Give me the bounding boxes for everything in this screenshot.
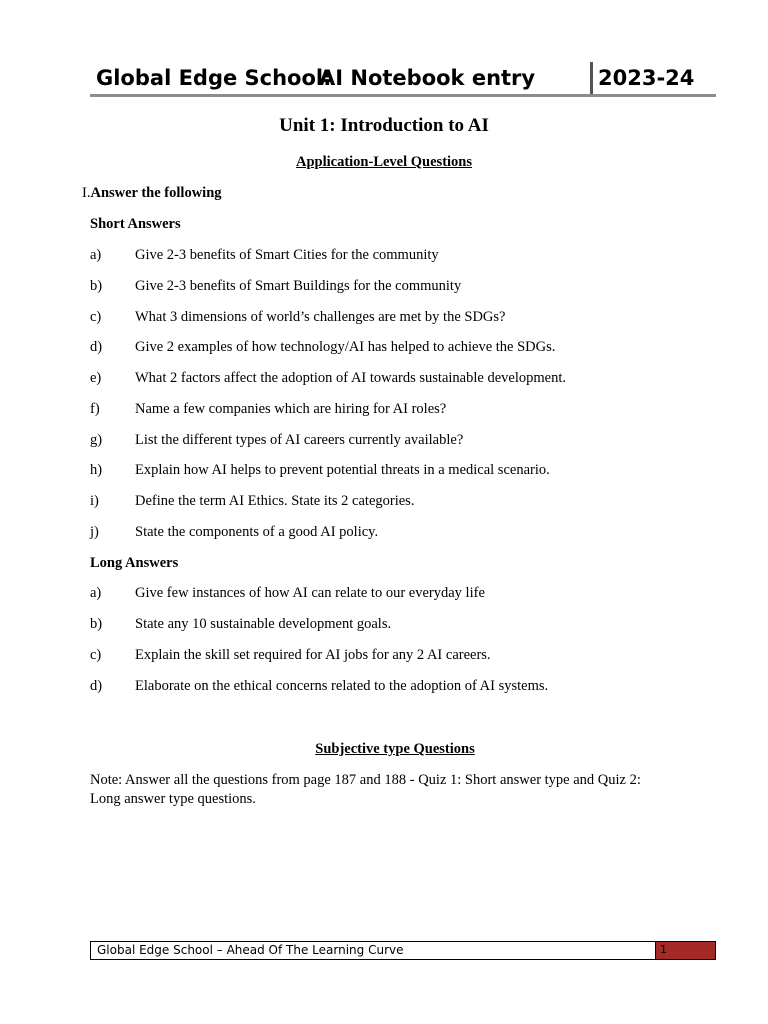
- question-text: Explain how AI helps to prevent potential threats in a medical scenario.: [135, 462, 550, 478]
- question-text: State the components of a good AI policy.: [135, 524, 379, 540]
- question-label: a): [90, 247, 102, 263]
- subjective-questions-title: Subjective type Questions: [315, 741, 475, 757]
- question-label: e): [90, 370, 102, 386]
- section-title: Answer the following: [90, 185, 222, 201]
- question-label: h): [90, 462, 103, 478]
- question-label: d): [90, 339, 103, 355]
- question-text: Define the term AI Ethics. State its 2 categories.: [135, 493, 415, 509]
- question-label: b): [90, 278, 103, 294]
- question-text: Give 2 examples of how technology/AI has helped to achieve the SDGs.: [135, 339, 556, 355]
- question-text: Explain the skill set required for AI jobs for any 2 AI careers.: [135, 647, 491, 663]
- section-number: I.: [82, 185, 91, 201]
- question-label: a): [90, 585, 102, 601]
- footer-text: Global Edge School – Ahead Of The Learning Curve: [97, 943, 404, 957]
- question-text: Give few instances of how AI can relate to our everyday life: [135, 585, 485, 601]
- short-answers-heading: Short Answers: [90, 216, 181, 232]
- page-number: 1: [655, 942, 715, 959]
- question-text: Elaborate on the ethical concerns related to the adoption of AI systems.: [135, 678, 549, 694]
- question-text: What 2 factors affect the adoption of AI towards sustainable development.: [135, 370, 566, 386]
- page-header: [90, 62, 716, 97]
- question-text: Give 2-3 benefits of Smart Cities for the community: [135, 247, 439, 263]
- question-label: i): [90, 493, 99, 509]
- header-entry-title: AI Notebook entry: [319, 66, 536, 90]
- question-label: b): [90, 616, 103, 632]
- question-label: c): [90, 309, 102, 325]
- header-school-name: Global Edge School:: [96, 66, 332, 90]
- question-text: Give 2-3 benefits of Smart Buildings for the community: [135, 278, 462, 294]
- question-text: What 3 dimensions of world’s challenges are met by the SDGs?: [135, 309, 506, 325]
- application-questions-title: Application-Level Questions: [295, 154, 473, 170]
- question-label: d): [90, 678, 103, 694]
- page-footer: [90, 941, 716, 960]
- question-text: State any 10 sustainable development goals.: [135, 616, 392, 632]
- long-answers-heading: Long Answers: [90, 555, 179, 571]
- question-label: f): [90, 401, 100, 417]
- note-text: Note: Answer all the questions from page 187 and 188 - Quiz 1: Short answer type and Quiz 2: Long answer type questions.: [90, 772, 641, 807]
- header-year: 2023-24: [598, 66, 695, 90]
- section-heading: [82, 185, 222, 202]
- unit-title: Unit 1: Introduction to AI: [279, 115, 489, 136]
- header-divider: [590, 62, 593, 94]
- question-text: List the different types of AI careers currently available?: [135, 432, 464, 448]
- question-text: Name a few companies which are hiring for AI roles?: [135, 401, 447, 417]
- question-label: j): [90, 524, 99, 540]
- question-label: g): [90, 432, 103, 448]
- question-label: c): [90, 647, 102, 663]
